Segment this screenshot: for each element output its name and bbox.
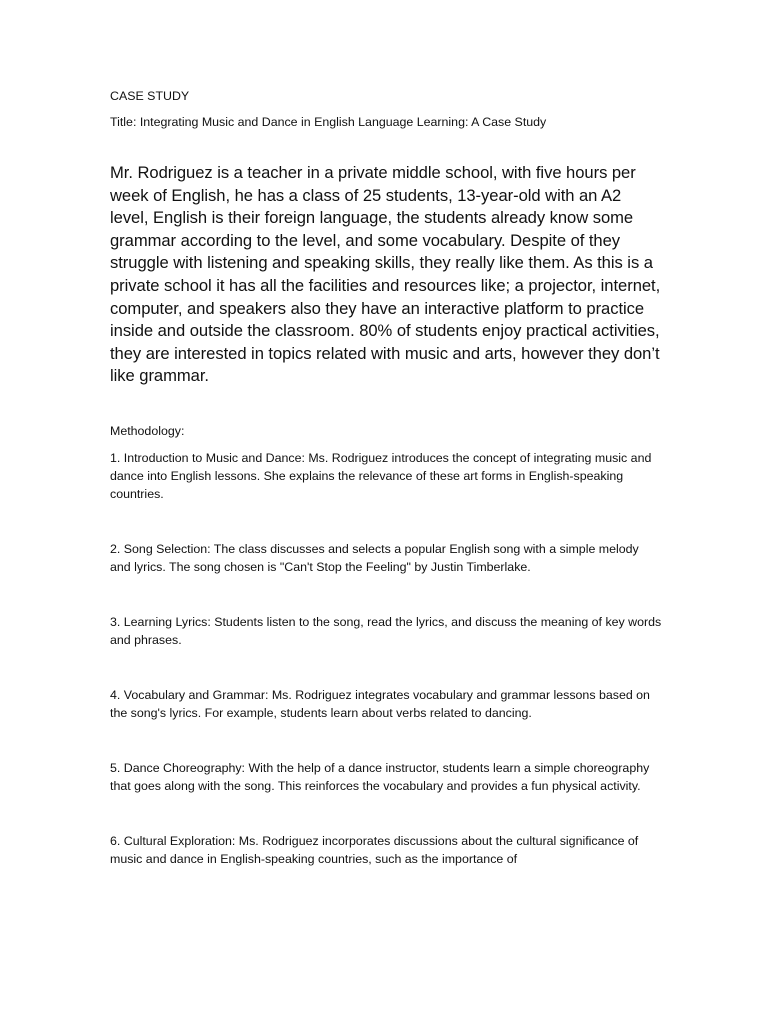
methodology-step-song-selection: 2. Song Selection: The class discusses and selects a popular English song with a simple melody and lyrics. The song chosen is "Can't Stop the Feeling" by Justin Timberlake. bbox=[110, 541, 639, 574]
methodology-step-introduction: 1. Introduction to Music and Dance: Ms. Rodriguez introduces the concept of integrating music and dance into English lessons. She explains the relevance of these art forms in English-speaking countries. bbox=[110, 450, 652, 501]
methodology-step-dance-choreography: 5. Dance Choreography: With the help of a dance instructor, students learn a simple choreography that goes along with the song. This reinforces the vocabulary and provides a fun physical activity. bbox=[110, 760, 650, 793]
methodology-step-cultural-exploration: 6. Cultural Exploration: Ms. Rodriguez incorporates discussions about the cultural significance of music and dance in English-speaking countries, such as the importance of bbox=[110, 833, 639, 866]
methodology-step-learning-lyrics: 3. Learning Lyrics: Students listen to the song, read the lyrics, and discuss the meaning of key words and phrases. bbox=[110, 614, 662, 647]
methodology-heading: Methodology: bbox=[110, 423, 185, 438]
intro-paragraph: Mr. Rodriguez is a teacher in a private middle school, with five hours per week of English, he has a class of 25 students, 13-year-old with an A2 level, English is their foreign language, the students already know some grammar according to the level, and some vocabulary. Despite of they struggle with listening and speaking skills, they really like them. As this is a private school it has all the facilities and resources like; a projector, internet, computer, and speakers also they have an interactive platform to practice inside and outside the classroom. 80% of students enjoy practical activities, they are interested in topics related with music and arts, however they don’t like grammar. bbox=[110, 163, 661, 386]
document-heading: CASE STUDY bbox=[110, 89, 190, 103]
document-page bbox=[110, 87, 662, 868]
document-title: Title: Integrating Music and Dance in English Language Learning: A Case Study bbox=[110, 115, 547, 129]
methodology-step-vocabulary-grammar: 4. Vocabulary and Grammar: Ms. Rodriguez integrates vocabulary and grammar lessons based on the song's lyrics. For example, students learn about verbs related to dancing. bbox=[110, 687, 650, 720]
